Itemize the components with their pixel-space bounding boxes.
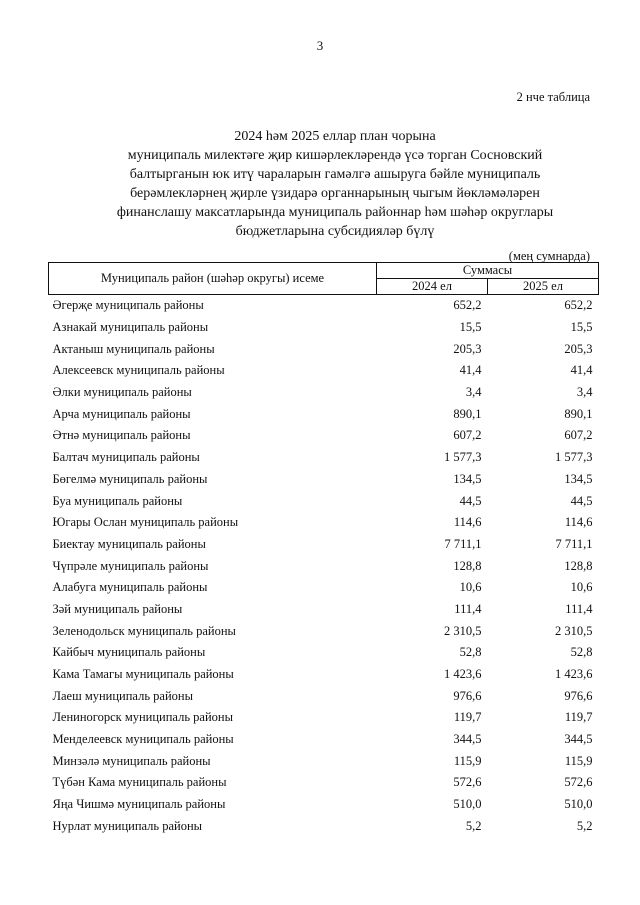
table-row [49,317,599,339]
district-name-cell: Кайбыч муниципаль районы [52,645,206,660]
value-2024-cell: 52,8 [459,645,482,660]
value-2024-cell: 44,5 [459,493,482,508]
table-row [49,729,599,751]
table-row [49,577,599,599]
table-row [49,642,599,664]
value-2024-cell: 5,2 [465,818,482,833]
table-label: 2 нче таблица [516,90,590,104]
value-2024-cell: 111,4 [454,601,482,616]
subsidy-table [48,262,599,837]
table-row [49,360,599,382]
value-2024-cell: 3,4 [465,385,482,400]
page-number: 3 [316,38,324,53]
value-2024-cell: 119,7 [453,710,482,725]
value-2025-cell: 2 310,5 [555,623,593,638]
value-2024-cell: 128,8 [453,558,482,573]
value-2025-cell: 15,5 [570,320,593,335]
value-2025-cell: 111,4 [565,601,593,616]
district-name-cell: Алабуга муниципаль районы [52,580,208,595]
table-row [49,403,599,425]
district-name-cell: Алексеевск муниципаль районы [52,363,225,378]
value-2024-cell: 976,6 [453,688,482,703]
district-name-cell: Менделеевск муниципаль районы [52,732,234,747]
value-2025-cell: 890,1 [564,406,593,421]
district-name-cell: Әтнә муниципаль районы [52,428,191,443]
value-2025-cell: 1 423,6 [555,667,593,682]
value-2025-cell: 344,5 [564,732,593,747]
district-name-cell: Югары Ослан муниципаль районы [52,515,239,530]
table-row [49,750,599,772]
table-row [49,664,599,686]
table-row [49,816,599,838]
district-name-cell: Чүпрәле муниципаль районы [52,558,209,573]
unit-note: (мең сумнарда) [508,249,590,263]
value-2025-cell: 44,5 [570,493,593,508]
title-line: бюджетларына субсидияләр бүлү [235,224,435,239]
table-row [49,447,599,469]
value-2025-cell: 114,6 [564,515,593,530]
value-2025-cell: 976,6 [564,688,593,703]
district-name-cell: Биектау муниципаль районы [52,536,206,551]
title-line: 2024 һәм 2025 еллар план чорына [234,129,436,144]
district-name-cell: Минзәлә муниципаль районы [52,753,211,768]
value-2025-cell: 5,2 [576,818,593,833]
value-2025-cell: 115,9 [564,753,593,768]
value-2025-cell: 3,4 [576,385,593,400]
district-name-cell: Актаныш муниципаль районы [52,341,215,356]
table-row [49,620,599,642]
district-name-cell: Лениногорск муниципаль районы [52,710,233,725]
value-2025-cell: 52,8 [570,645,593,660]
table-row [49,382,599,404]
value-2024-cell: 607,2 [453,428,482,443]
value-2024-cell: 7 711,1 [444,536,482,551]
value-2025-cell: 607,2 [564,428,593,443]
header-year-2025: 2025 ел [488,279,599,295]
value-2025-cell: 10,6 [570,580,593,595]
district-name-cell: Азнакай муниципаль районы [52,320,209,335]
value-2025-cell: 119,7 [564,710,593,725]
value-2024-cell: 205,3 [453,341,482,356]
district-name-cell: Түбән Кама муниципаль районы [52,775,227,790]
value-2024-cell: 510,0 [453,797,482,812]
header-year-2024: 2024 ел [377,279,488,295]
district-name-cell: Буа муниципаль районы [52,493,183,508]
value-2025-cell: 572,6 [564,775,593,790]
header-name: Муниципаль район (шәһәр округы) исеме [49,263,377,295]
value-2025-cell: 134,5 [564,471,593,486]
district-name-cell: Әгерҗе муниципаль районы [52,298,204,313]
value-2024-cell: 572,6 [453,775,482,790]
district-name-cell: Балтач муниципаль районы [52,450,200,465]
title-line: финанслашу максатларында муниципаль районнар һәм шәһәр округлары [116,205,554,220]
district-name-cell: Бөгелмә муниципаль районы [52,471,208,486]
value-2024-cell: 344,5 [453,732,482,747]
value-2024-cell: 1 423,6 [444,667,482,682]
district-name-cell: Лаеш муниципаль районы [52,688,193,703]
value-2024-cell: 41,4 [459,363,482,378]
value-2024-cell: 134,5 [453,471,482,486]
district-name-cell: Әлки муниципаль районы [52,385,192,400]
table-row [49,772,599,794]
table-body [49,295,599,838]
table-row [49,794,599,816]
title-line: балтырганын юк итү чараларын гамәлгә ашыруга бәйле муниципаль [129,167,541,182]
value-2025-cell: 205,3 [564,341,593,356]
value-2024-cell: 15,5 [459,320,482,335]
value-2025-cell: 7 711,1 [555,536,593,551]
title-line: муниципаль милектәге җир кишәрлекләрендә үсә торган Сосновский [127,148,543,163]
title-line: берәмлекләрнең җирле үзидарә органнарының чыгым йөкләмәләрен [130,186,540,201]
table-row [49,534,599,556]
value-2025-cell: 652,2 [564,298,593,313]
table-row [49,512,599,534]
value-2024-cell: 2 310,5 [444,623,482,638]
value-2024-cell: 115,9 [453,753,482,768]
table-row [49,599,599,621]
district-name-cell: Арча муниципаль районы [52,406,191,421]
value-2025-cell: 41,4 [570,363,593,378]
district-name-cell: Кама Тамагы муниципаль районы [52,667,234,682]
table-row [49,469,599,491]
district-name-cell: Нурлат муниципаль районы [52,818,203,833]
value-2024-cell: 114,6 [453,515,482,530]
header-sum: Суммасы [377,263,599,279]
table-row [49,555,599,577]
table-row [49,425,599,447]
district-name-cell: Зеленодольск муниципаль районы [52,623,236,638]
value-2024-cell: 10,6 [459,580,482,595]
district-name-cell: Яңа Чишмә муниципаль районы [52,797,226,812]
table-row [49,490,599,512]
document-title [60,127,610,241]
table-row [49,338,599,360]
value-2024-cell: 890,1 [453,406,482,421]
table-row [49,685,599,707]
value-2024-cell: 652,2 [453,298,482,313]
value-2025-cell: 128,8 [564,558,593,573]
table-row [49,295,599,317]
value-2025-cell: 1 577,3 [555,450,593,465]
table-row [49,707,599,729]
value-2025-cell: 510,0 [564,797,593,812]
district-name-cell: Зәй муниципаль районы [52,601,183,616]
value-2024-cell: 1 577,3 [444,450,482,465]
